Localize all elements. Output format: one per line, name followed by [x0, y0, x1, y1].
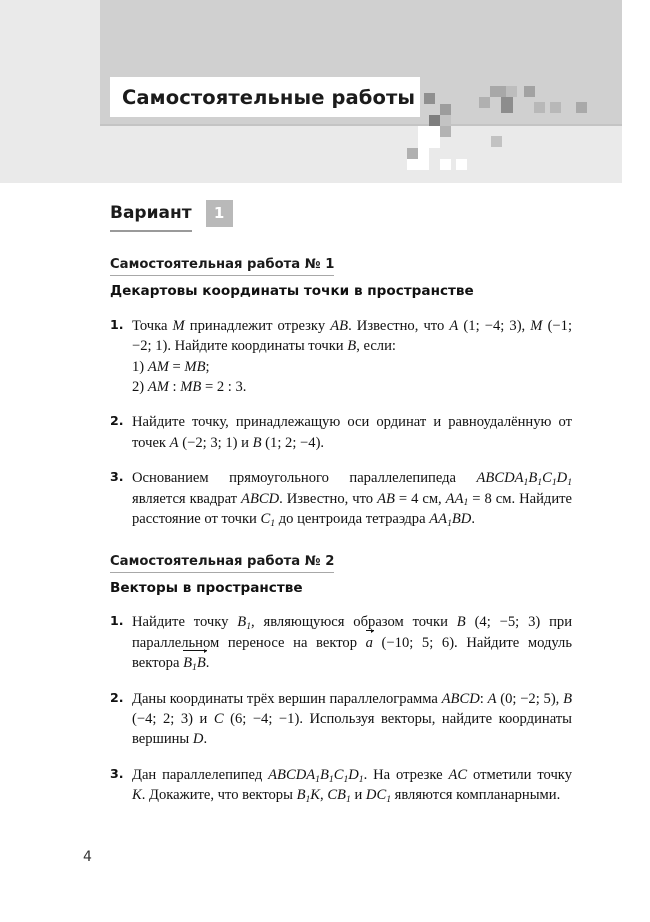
decor-pixel	[429, 115, 440, 126]
task-marker: 2.	[110, 413, 124, 429]
decor-pixel	[550, 102, 561, 113]
decor-pixel	[524, 86, 535, 97]
task-marker: 3.	[110, 765, 124, 781]
variant-underline	[110, 230, 192, 232]
decor-pixel	[440, 126, 451, 137]
task-marker: 2.	[110, 689, 124, 705]
decor-pixel	[418, 148, 429, 170]
decor-pixel	[490, 86, 506, 97]
section-gap	[110, 530, 572, 552]
task-subitem: 1) AM = MB;	[132, 358, 210, 375]
variant-row	[110, 198, 233, 228]
decor-pixel	[479, 97, 490, 108]
work-heading: Самостоятельная работа № 1	[110, 257, 334, 276]
decor-pixel	[407, 148, 418, 159]
header-band-edge	[100, 124, 622, 126]
page-header	[0, 0, 622, 183]
decor-pixel	[440, 115, 451, 126]
task-item	[110, 412, 572, 453]
task-list	[110, 316, 572, 530]
decor-pixel	[501, 97, 513, 113]
decor-pixel	[424, 93, 435, 104]
task-item	[110, 689, 572, 750]
task-list	[110, 612, 572, 805]
task-item	[110, 316, 572, 398]
variant-number-badge: 1	[206, 200, 233, 227]
content-column	[110, 255, 572, 806]
decor-pixel	[534, 102, 545, 113]
decor-pixel	[491, 136, 502, 147]
header-title-plate	[110, 77, 420, 117]
task-marker: 1.	[110, 613, 124, 629]
decor-pixel	[506, 86, 517, 97]
task-marker: 3.	[110, 469, 124, 485]
task-item	[110, 612, 572, 673]
variant-label: Вариант	[110, 203, 192, 223]
decor-pixel	[456, 159, 467, 170]
decor-pixel	[576, 102, 587, 113]
task-item	[110, 765, 572, 806]
decor-pixel	[418, 126, 440, 148]
task-subitem: 2) AM : MB = 2 : 3.	[132, 379, 247, 396]
work-heading-block	[110, 552, 572, 598]
task-text: Точка M принадлежит отрезку AB. Известно, что A (1; −4; 3), M (−1; −2; 1). Найдите координаты точки B, если:	[132, 317, 573, 355]
task-text: Найдите точку, принадлежащую оси ординат и равноудалённую от точек A (−2; 3; 1) и B (1; 2; −4).	[132, 414, 572, 451]
decor-pixel	[440, 104, 451, 115]
decor-pixel	[407, 159, 418, 170]
decor-pixel	[440, 159, 451, 170]
work-subheading: Векторы в пространстве	[110, 579, 303, 596]
task-marker: 1.	[110, 316, 124, 332]
task-text: Найдите точку $B_1$, являющуюся образом точки B (4; −5; 3) при параллельном переносе на вектор a (−10; 5; 6). Найдите модуль вектора $B_1B$.	[132, 614, 573, 673]
task-text: Дан параллелепипед $ABCDA_1B_1C_1D_1$. На отрезке AC отметили точку K. Докажите, что векторы $B_1K$, $CB_1$ и $DC_1$ являются компланарными.	[132, 766, 572, 805]
page-title: Самостоятельные работы	[122, 85, 416, 109]
task-text: Основанием прямоугольного параллелепипеда $ABCDA_1B_1C_1D_1$ является квадрат ABCD. Известно, что AB = 4 см, $AA_1 = 8$ см. Найдите расстояние от точки $C_1$ до центроида тетраэдра $AA_1BD$.	[132, 470, 572, 529]
page-number: 4	[83, 849, 92, 865]
work-subheading: Декартовы координаты точки в пространстве	[110, 283, 474, 299]
task-item	[110, 468, 572, 529]
work-heading-block	[110, 255, 572, 301]
work-heading: Самостоятельная работа № 2	[110, 554, 334, 573]
task-text: Даны координаты трёх вершин параллелограмма ABCD: A (0; −2; 5), B (−4; 2; 3) и C (6; −4; −1). Используя векторы, найдите координаты вершины D.	[132, 690, 572, 748]
